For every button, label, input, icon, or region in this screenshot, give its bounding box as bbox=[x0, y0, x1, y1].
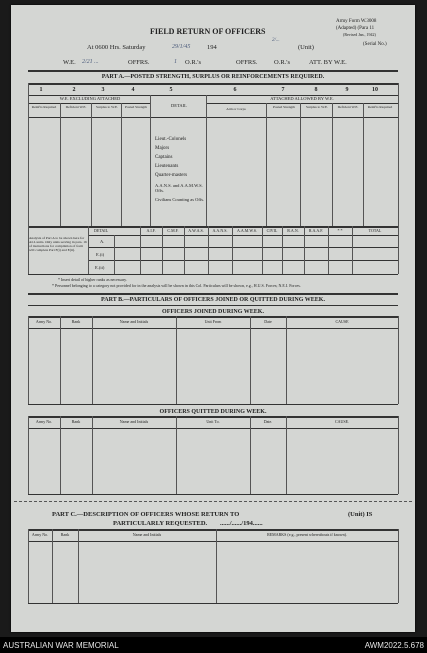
rule bbox=[363, 103, 364, 226]
unit-label: (Unit) bbox=[298, 44, 314, 51]
we-excluding-attached: W.E. EXCLUDING ATTACHED bbox=[59, 96, 121, 101]
rule bbox=[28, 494, 398, 495]
sub-header: Deficient W.E. bbox=[65, 105, 87, 109]
rule bbox=[60, 316, 61, 404]
rule bbox=[114, 235, 115, 274]
col-number: 3 bbox=[101, 87, 105, 93]
form-number: Army Form W.3008 bbox=[336, 19, 377, 24]
footnote: * Personnel belonging to a category not provided for in the analysis will be shown in this Col. Particulars will be shown, e.g., H.U.S. Forces; N.E.I. Forces. bbox=[52, 283, 301, 288]
analysis-header: DETAIL bbox=[93, 228, 109, 233]
offrs-label: OFFRS. bbox=[128, 59, 150, 66]
joined-title: OFFICERS JOINED DURING WEEK. bbox=[162, 309, 264, 315]
quitted-title: OFFICERS QUITTED DURING WEEK. bbox=[159, 409, 267, 415]
joined-header: Rank bbox=[71, 319, 81, 324]
rank-item: Civilians Counting as Offs. bbox=[155, 197, 205, 202]
rank-item: Captains bbox=[155, 155, 173, 160]
analysis-header: C.M.F. bbox=[167, 228, 179, 233]
analysis-header: * * bbox=[337, 228, 343, 233]
rule bbox=[28, 83, 398, 85]
rank-item: Lieut.-Colonels bbox=[155, 137, 187, 142]
rule bbox=[232, 226, 233, 274]
rule bbox=[216, 529, 217, 603]
analysis-row-label: E.(i) bbox=[96, 252, 105, 257]
rule bbox=[150, 95, 151, 226]
rank-item: Majors bbox=[155, 146, 170, 151]
form-adapted: (Adapted) (Para 11 bbox=[336, 26, 375, 31]
rule bbox=[28, 70, 398, 72]
rule bbox=[398, 416, 399, 494]
rule bbox=[28, 274, 398, 275]
sub-header: Arm or Corps bbox=[226, 107, 246, 111]
rule bbox=[28, 316, 29, 404]
rule bbox=[398, 529, 399, 603]
rule bbox=[398, 316, 399, 404]
rank-item: Lieutenants bbox=[155, 164, 179, 169]
rule bbox=[28, 603, 398, 604]
col-number: 7 bbox=[281, 87, 285, 93]
rule bbox=[286, 316, 287, 404]
rule bbox=[88, 226, 89, 274]
part-c-header: Rank bbox=[60, 532, 70, 537]
rank-item: A.A.N.S. and A.A.M.W.S. Offs. bbox=[155, 183, 203, 194]
rule bbox=[398, 226, 399, 274]
rule bbox=[398, 83, 399, 226]
sub-header: Posted Strength bbox=[124, 105, 148, 109]
col-number: 4 bbox=[131, 87, 135, 93]
rule bbox=[206, 103, 398, 104]
footer-bar bbox=[0, 637, 427, 653]
rule bbox=[28, 416, 29, 494]
rule bbox=[28, 428, 398, 429]
rule bbox=[121, 103, 122, 226]
quitted-header: CAUSE. bbox=[334, 419, 350, 424]
rule bbox=[60, 416, 61, 494]
rule bbox=[52, 529, 53, 603]
joined-header: Army No. bbox=[35, 319, 53, 324]
rule bbox=[176, 416, 177, 494]
att-by-we-label: ATT. BY W.E. bbox=[309, 59, 347, 66]
rule bbox=[250, 316, 251, 404]
quitted-header: Rank bbox=[71, 419, 81, 424]
handwritten-offrs: 1 bbox=[174, 59, 177, 65]
offrs2-label: OFFRS. bbox=[236, 59, 258, 66]
footer-institution: AUSTRALIAN WAR MEMORIAL bbox=[3, 641, 119, 650]
analysis-header: R.A.A.F. bbox=[308, 228, 324, 233]
rule bbox=[162, 226, 163, 274]
analysis-note: Analysis of Part A to be shown here for ALL units. Only units serving in para. 16 of instructions for compilation of form will complete Part F(i) and E(ii). bbox=[29, 236, 87, 253]
rule bbox=[304, 226, 305, 274]
rule bbox=[262, 226, 263, 274]
analysis-header: R.A.N. bbox=[287, 228, 299, 233]
rule bbox=[28, 305, 398, 306]
part-c-header: Army No. bbox=[31, 532, 49, 537]
rule bbox=[286, 416, 287, 494]
joined-header: CAUSE bbox=[335, 319, 349, 324]
rule bbox=[28, 226, 29, 274]
rank-item: Quarter-masters bbox=[155, 173, 188, 178]
analysis-header: CIVIL bbox=[266, 228, 278, 233]
rule bbox=[28, 404, 398, 405]
quitted-header: Name and Initials bbox=[119, 419, 149, 424]
part-c-header: REMARKS (e.g., present whereabouts if known). bbox=[267, 532, 347, 537]
ors2-label: O.R.'s bbox=[274, 59, 290, 66]
handwritten-date: 29/1/45 bbox=[172, 44, 191, 50]
rule bbox=[28, 529, 29, 603]
quitted-header: Date. bbox=[263, 419, 273, 424]
rule bbox=[250, 416, 251, 494]
rule bbox=[352, 226, 353, 274]
quitted-header: Unit To. bbox=[206, 419, 220, 424]
rule bbox=[78, 529, 79, 603]
attached-allowed: ATTACHED ALLOWED BY W.E. bbox=[270, 96, 334, 101]
analysis-row-label: E.(ii) bbox=[95, 265, 105, 270]
rule bbox=[28, 328, 398, 329]
perforation-line bbox=[14, 501, 412, 502]
rule bbox=[28, 529, 398, 531]
col-number: 8 bbox=[314, 87, 318, 93]
rule bbox=[208, 226, 209, 274]
col-number: 1 bbox=[39, 87, 43, 93]
analysis-header: A.I.F. bbox=[146, 228, 156, 233]
footnote: * Insert detail of higher ranks as necessary. bbox=[58, 277, 127, 282]
rule bbox=[266, 103, 267, 226]
part-c-title: PART C.—DESCRIPTION OF OFFICERS WHOSE RETURN TO bbox=[52, 511, 240, 518]
rule bbox=[28, 293, 398, 295]
col-number: 10 bbox=[372, 87, 378, 93]
analysis-header: A.A.N.S. bbox=[212, 228, 228, 233]
part-c-title2: PARTICULARLY REQUESTED. bbox=[113, 520, 208, 527]
sub-header: Reinf'ts Required bbox=[367, 105, 393, 109]
sub-header: Surplus to W.E. bbox=[306, 105, 328, 109]
rule bbox=[60, 103, 61, 226]
rule bbox=[300, 103, 301, 226]
rule bbox=[28, 316, 398, 318]
detail-header: DETAIL bbox=[171, 103, 187, 108]
rule bbox=[28, 103, 150, 104]
we-label: W.E. bbox=[63, 59, 76, 66]
quitted-header: Army No. bbox=[35, 419, 53, 424]
part-c-date: ....../....../194...... bbox=[220, 520, 263, 527]
joined-header: Name and Initials bbox=[119, 319, 149, 324]
form-title: FIELD RETURN OF OFFICERS bbox=[150, 27, 266, 36]
hrs-line: At 0600 Hrs. Saturday bbox=[87, 44, 146, 51]
rule bbox=[28, 416, 398, 418]
rule bbox=[332, 103, 333, 226]
col-number: 9 bbox=[345, 87, 349, 93]
serial-label: (Serial No.) bbox=[363, 42, 387, 47]
rule bbox=[92, 416, 93, 494]
form-revised: (Revised Jan., 1942) bbox=[343, 32, 376, 37]
part-b-title: PART B.—PARTICULARS OF OFFICERS JOINED OR QUITTED DURING WEEK. bbox=[101, 297, 325, 303]
handwritten-we: 2/21 ... bbox=[82, 59, 99, 65]
sub-header: Deficient W.E. bbox=[337, 105, 359, 109]
part-c-header: Name and Initials bbox=[132, 532, 162, 537]
footer-accession: AWM2022.5.678 bbox=[364, 641, 424, 650]
col-number: 5 bbox=[169, 87, 173, 93]
rule bbox=[91, 103, 92, 226]
sub-header: Reinf'ts Required bbox=[31, 105, 57, 109]
joined-header: Unit From bbox=[204, 319, 222, 324]
rule bbox=[176, 316, 177, 404]
rule bbox=[92, 316, 93, 404]
ors-label: O.R.'s bbox=[185, 59, 201, 66]
part-a-title: PART A.—POSTED STRENGTH, SURPLUS OR REINFORCEMENTS REQUIRED. bbox=[101, 74, 325, 80]
analysis-row-label: A. bbox=[100, 239, 105, 244]
rule bbox=[28, 83, 29, 226]
sub-header: Surplus to W.E. bbox=[96, 105, 118, 109]
joined-header: Date bbox=[264, 319, 272, 324]
part-c-unit-is: (Unit) IS bbox=[348, 511, 373, 518]
col-number: 6 bbox=[233, 87, 237, 93]
rule bbox=[328, 226, 329, 274]
rule bbox=[28, 117, 398, 118]
analysis-header: A.W.A.S. bbox=[188, 228, 204, 233]
rule bbox=[206, 95, 207, 226]
rule bbox=[282, 226, 283, 274]
year-label: 194 bbox=[207, 44, 217, 51]
sub-header: Posted Strength bbox=[272, 105, 296, 109]
rule bbox=[184, 226, 185, 274]
handwritten-unit: 2/... bbox=[272, 38, 280, 43]
analysis-header: TOTAL bbox=[368, 228, 382, 233]
col-number: 2 bbox=[72, 87, 76, 93]
rule bbox=[28, 541, 398, 542]
rule bbox=[140, 226, 141, 274]
analysis-header: A.A.M.W.S. bbox=[237, 228, 257, 233]
